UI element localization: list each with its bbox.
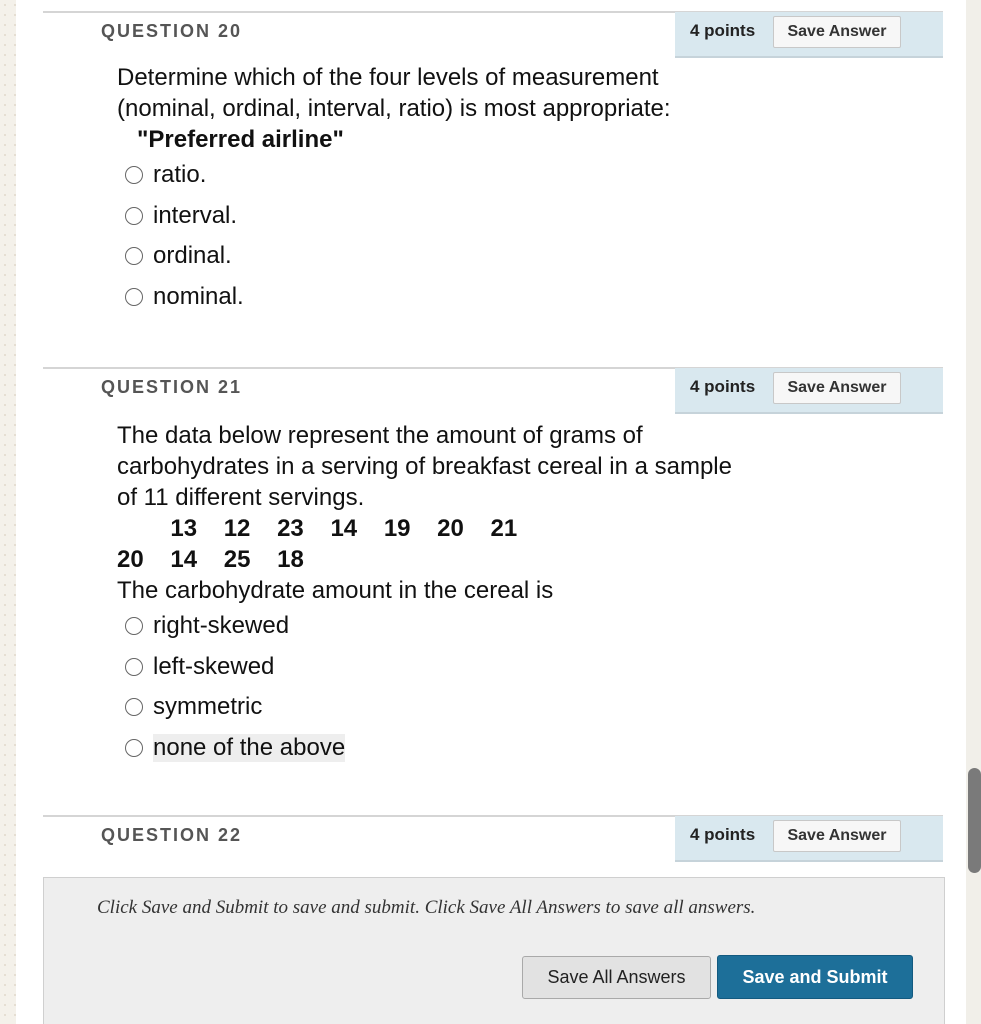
- quiz-page: [16, 0, 966, 1024]
- radio-button[interactable]: [125, 617, 143, 635]
- option-label: left-skewed: [153, 652, 275, 680]
- option-label: symmetric: [153, 693, 263, 721]
- answer-option[interactable]: [125, 687, 737, 728]
- points-label: 4 points: [690, 825, 756, 844]
- question-20-header: [43, 11, 943, 57]
- question-21-body: [117, 420, 737, 768]
- answer-option[interactable]: [125, 277, 737, 318]
- save-answer-button[interactable]: Save Answer: [773, 16, 901, 48]
- option-label: interval.: [153, 201, 238, 229]
- points-label: 4 points: [690, 21, 756, 40]
- option-label: none of the above: [153, 733, 346, 761]
- scrollbar-thumb[interactable]: [968, 768, 981, 873]
- answer-option[interactable]: [125, 196, 737, 237]
- data-values-row-2: 20 14 25 18: [117, 546, 304, 573]
- answer-options: [125, 606, 737, 768]
- radio-button[interactable]: [125, 658, 143, 676]
- answer-option[interactable]: [125, 155, 737, 196]
- data-values-row-1: 13 12 23 14 19 20 21: [117, 515, 518, 542]
- question-21-header: [43, 367, 943, 413]
- radio-button[interactable]: [125, 247, 143, 265]
- question-prompt: The carbohydrate amount in the cereal is: [117, 577, 554, 604]
- radio-button[interactable]: [125, 698, 143, 716]
- submit-instructions: Click Save and Submit to save and submit. Click Save All Answers to save all answers.: [97, 897, 756, 918]
- option-label: right-skewed: [153, 612, 290, 640]
- answer-options: [125, 155, 737, 317]
- save-all-answers-button[interactable]: Save All Answers: [522, 956, 711, 999]
- save-and-submit-button[interactable]: Save and Submit: [717, 955, 913, 999]
- points-box: [675, 816, 943, 862]
- points-box: [675, 12, 943, 58]
- answer-option[interactable]: [125, 606, 737, 647]
- option-label: ordinal.: [153, 242, 232, 270]
- radio-button[interactable]: [125, 166, 143, 184]
- option-label: ratio.: [153, 161, 207, 189]
- radio-button[interactable]: [125, 207, 143, 225]
- question-title: QUESTION 20: [101, 21, 243, 41]
- answer-option[interactable]: [125, 728, 737, 769]
- question-text: The data below represent the amount of grams of carbohydrates in a serving of breakfast cereal in a sample of 11 different servings.: [117, 422, 732, 511]
- question-20-body: [117, 62, 737, 317]
- save-answer-button[interactable]: Save Answer: [773, 820, 901, 852]
- question-title: QUESTION 22: [101, 825, 243, 845]
- question-title: QUESTION 21: [101, 377, 243, 397]
- question-22-header: [43, 815, 943, 861]
- answer-option[interactable]: [125, 647, 737, 688]
- question-text: Determine which of the four levels of measurement (nominal, ordinal, interval, ratio) is most appropriate:: [117, 64, 671, 122]
- question-emphasis: "Preferred airline": [137, 126, 344, 153]
- points-label: 4 points: [690, 377, 756, 396]
- save-answer-button[interactable]: Save Answer: [773, 372, 901, 404]
- radio-button[interactable]: [125, 288, 143, 306]
- radio-button[interactable]: [125, 739, 143, 757]
- answer-option[interactable]: [125, 236, 737, 277]
- submit-panel: [43, 877, 945, 1024]
- option-label: nominal.: [153, 282, 244, 310]
- points-box: [675, 368, 943, 414]
